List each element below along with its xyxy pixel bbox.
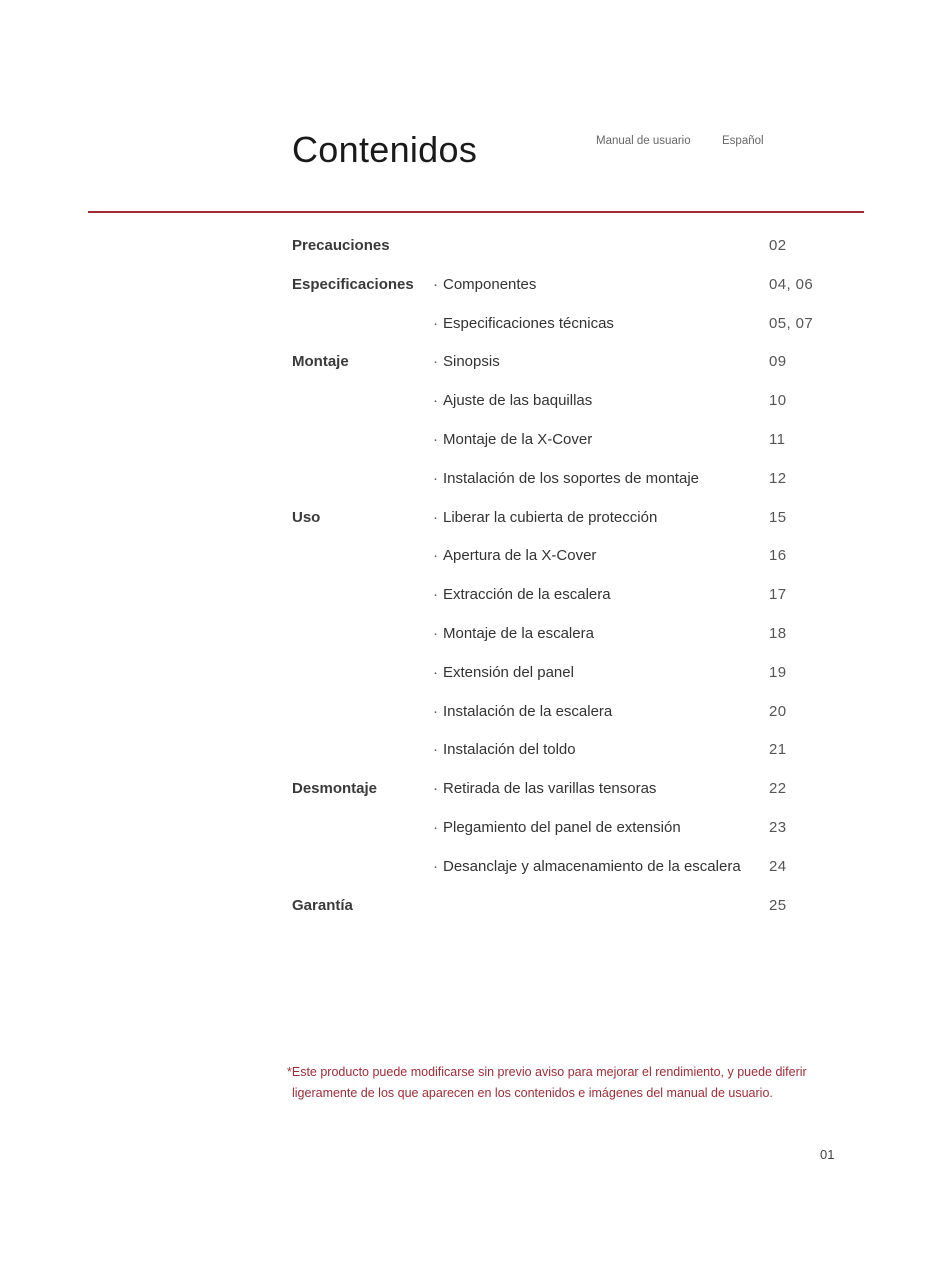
toc-page: 16 (769, 547, 787, 565)
bullet-icon: · (433, 314, 438, 332)
toc-section: Garantía (292, 896, 353, 914)
toc-page: 20 (769, 702, 787, 720)
toc-item-label: Liberar la cubierta de protección (443, 508, 658, 526)
toc-page: 25 (769, 896, 787, 914)
toc-row[interactable] (0, 888, 950, 927)
toc-page: 17 (769, 586, 787, 604)
toc-section: Uso (292, 508, 321, 526)
toc-item-label: Instalación de la escalera (443, 702, 613, 720)
toc-item-label: Plegamiento del panel de extensión (443, 818, 681, 836)
toc-page: 23 (769, 818, 787, 836)
toc-page: 11 (769, 430, 786, 448)
footnote-line-1: *Este producto puede modificarse sin previo aviso para mejorar el rendimiento, y puede diferir (287, 1065, 807, 1079)
toc-item-label: Sinopsis (443, 353, 500, 371)
page-title: Contenidos (292, 129, 478, 170)
toc-item (433, 771, 656, 807)
toc-section: Montaje (292, 353, 349, 371)
toc-item (433, 655, 574, 691)
footnote (287, 1062, 847, 1103)
bullet-icon: · (433, 469, 438, 487)
toc-page: 02 (769, 237, 787, 254)
toc-row[interactable] (0, 538, 950, 577)
toc-page: 15 (769, 508, 787, 526)
toc-page: 05, 07 (769, 314, 814, 332)
toc-item (433, 267, 536, 303)
bullet-icon: · (433, 392, 438, 410)
bullet-icon: · (433, 508, 438, 526)
toc-row[interactable] (0, 383, 950, 422)
toc-row[interactable] (0, 422, 950, 461)
bullet-icon: · (433, 780, 438, 798)
bullet-icon: · (433, 857, 438, 875)
toc-page: 24 (769, 857, 787, 875)
toc-row[interactable] (0, 694, 950, 733)
bullet-icon: · (433, 663, 438, 681)
toc-item (433, 810, 681, 846)
manual-label: Manual de usuario (596, 135, 691, 147)
toc-item (433, 694, 612, 730)
bullet-icon: · (433, 547, 438, 565)
toc-item (433, 306, 614, 342)
toc-page: 12 (769, 469, 787, 487)
toc-item (433, 422, 592, 458)
toc-item-label: Instalación del toldo (443, 741, 576, 759)
toc-item (433, 344, 500, 380)
bullet-icon: · (433, 818, 438, 836)
toc-row[interactable] (0, 344, 950, 383)
toc-item-label: Extracción de la escalera (443, 586, 611, 604)
toc-section: Especificaciones (292, 275, 414, 293)
toc-item-label: Ajuste de las baquillas (443, 392, 593, 410)
bullet-icon: · (433, 586, 438, 604)
toc-row[interactable] (0, 771, 950, 810)
toc-item (433, 616, 594, 652)
toc-item-label: Montaje de la escalera (443, 624, 594, 642)
bullet-icon: · (433, 275, 438, 293)
toc-row[interactable] (0, 577, 950, 616)
toc-item (433, 538, 596, 574)
toc-item (433, 849, 741, 885)
bullet-icon: · (433, 624, 438, 642)
toc-section: Precauciones (292, 237, 390, 254)
toc-item-label: Montaje de la X-Cover (443, 430, 593, 448)
toc-page: 09 (769, 353, 787, 371)
page-number: 01 (820, 1147, 835, 1162)
bullet-icon: · (433, 702, 438, 720)
language-label: Español (722, 135, 764, 147)
toc-item-label: Apertura de la X-Cover (443, 547, 597, 565)
toc-row[interactable] (0, 461, 950, 500)
toc-page: 04, 06 (769, 275, 814, 293)
toc-item (433, 461, 699, 497)
toc-row[interactable] (0, 732, 950, 771)
toc-row[interactable] (0, 810, 950, 849)
toc-item-label: Extensión del panel (443, 663, 574, 681)
toc-item-label: Componentes (443, 275, 537, 293)
toc-page: 21 (769, 741, 787, 759)
footnote-line-2: ligeramente de los que aparecen en los contenidos e imágenes del manual de usuario. (292, 1085, 773, 1100)
toc-item-label: Retirada de las varillas tensoras (443, 780, 657, 798)
toc-row[interactable] (0, 500, 950, 539)
toc-row[interactable] (0, 228, 950, 267)
toc-item (433, 577, 611, 613)
toc-row[interactable] (0, 267, 950, 306)
bullet-icon: · (433, 741, 438, 759)
bullet-icon: · (433, 353, 438, 371)
toc-row[interactable] (0, 849, 950, 888)
toc-item (433, 383, 592, 419)
toc-page: 19 (769, 663, 787, 681)
toc-item-label: Desanclaje y almacenamiento de la escalera (443, 857, 741, 875)
toc-item-label: Instalación de los soportes de montaje (443, 469, 699, 487)
table-of-contents (0, 228, 950, 926)
toc-row[interactable] (0, 655, 950, 694)
toc-row[interactable] (0, 306, 950, 345)
toc-section: Desmontaje (292, 780, 378, 798)
bullet-icon: · (433, 430, 438, 448)
toc-item (433, 732, 576, 768)
toc-row[interactable] (0, 616, 950, 655)
header-divider (88, 211, 864, 213)
toc-item (433, 500, 657, 536)
toc-item-label: Especificaciones técnicas (443, 314, 614, 332)
toc-page: 10 (769, 392, 787, 410)
toc-page: 22 (769, 780, 787, 798)
toc-page: 18 (769, 624, 787, 642)
